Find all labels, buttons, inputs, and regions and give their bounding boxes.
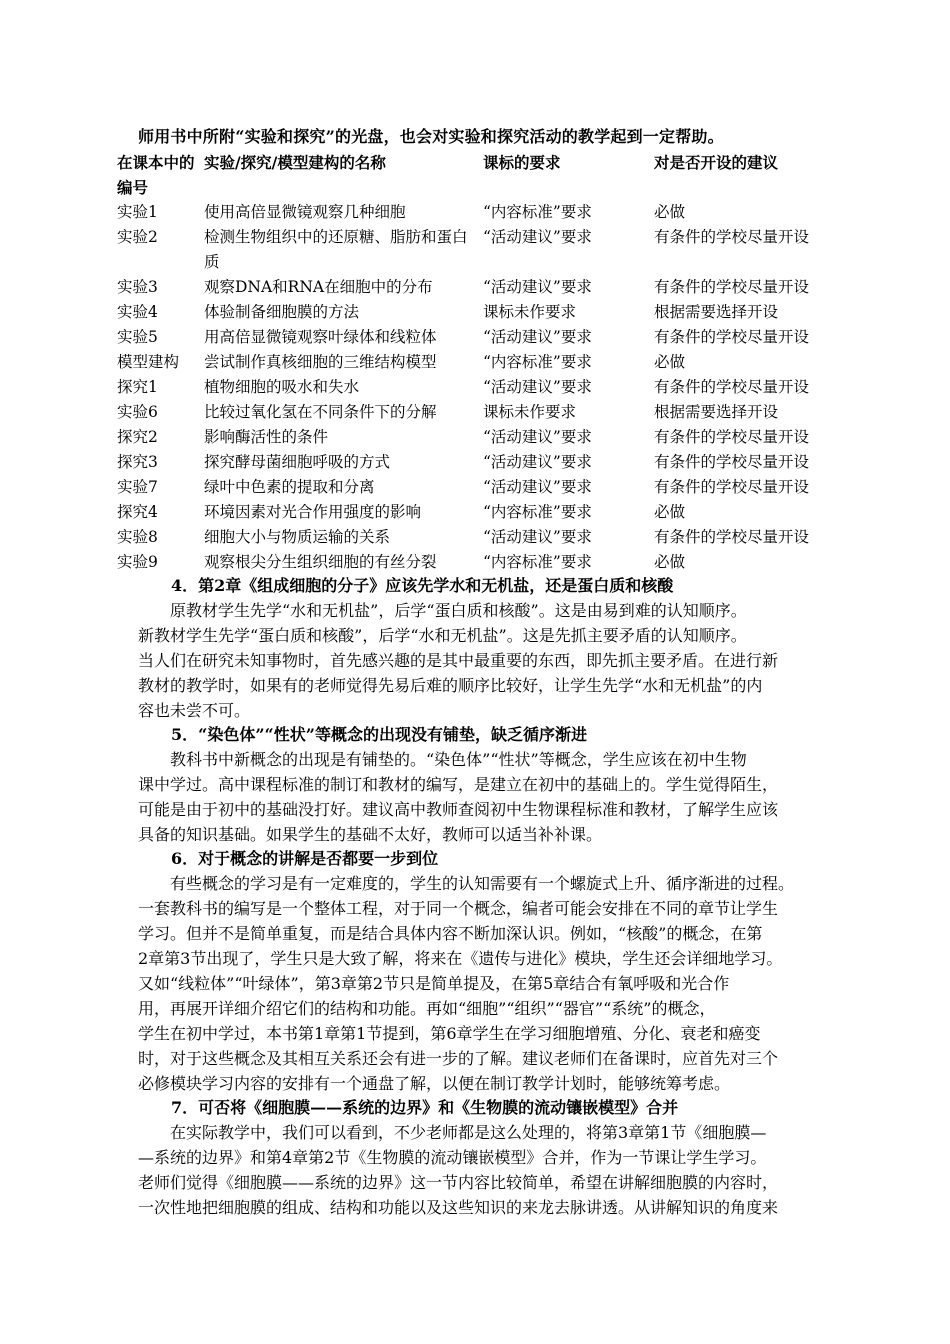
paragraph-line: 当人们在研究未知事物时，首先感兴趣的是其中最重要的东西，即先抓主要矛盾。在进行新	[138, 651, 779, 670]
table-cell: “活动建议”要求	[483, 453, 592, 471]
intro-paragraph: 师用书中所附“实验和探究”的光盘，也会对实验和探究活动的教学起到一定帮助。	[138, 127, 724, 146]
paragraph-line: 学生在初中学过，本书第1章第1节提到，第6章学生在学习细胞增殖、分化、衰老和癌变	[138, 1024, 761, 1043]
section-paragraph	[138, 871, 828, 1096]
table-cell: 探究3	[117, 453, 158, 471]
table-cell: 探究2	[117, 428, 158, 446]
paragraph-line: 容也未尝不可。	[138, 701, 251, 720]
paragraph-line: 有些概念的学习是有一定难度的，学生的认知需要有一个螺旋式上升、循序渐进的过程。	[170, 874, 795, 893]
table-cell: 根据需要选择开设	[654, 303, 779, 321]
table-cell: 有条件的学校尽量开设	[654, 478, 810, 496]
table-cell: “活动建议”要求	[483, 328, 592, 346]
table-cell: “内容标准”要求	[483, 503, 592, 521]
paragraph-line: 老师们觉得《细胞膜——系统的边界》这一节内容比较简单，希望在讲解细胞膜的内容时，	[138, 1173, 779, 1192]
table-header-cell: 对是否开设的建议	[654, 153, 779, 172]
table-cell: 必做	[654, 203, 686, 221]
table-cell: “内容标准”要求	[483, 203, 592, 221]
section-title: 5．“染色体”“性状”等概念的出现没有铺垫，缺乏循序渐进	[171, 725, 587, 744]
table-row	[117, 200, 837, 225]
paragraph-line: 又如“线粒体”“叶绿体”，第3章第2节只是简单提及，在第5章结合有氧呼吸和光合作	[138, 974, 730, 993]
table-cell: 有条件的学校尽量开设	[654, 328, 810, 346]
paragraph-line: —系统的边界》和第4章第2节《生物膜的流动镶嵌模型》合并，作为一节课让学生学习。	[138, 1148, 767, 1167]
table-cell: 细胞大小与物质运输的关系	[204, 528, 391, 546]
table-cell: “内容标准”要求	[483, 353, 592, 371]
table-cell: 实验5	[117, 328, 158, 346]
section-title: 4．第2章《组成细胞的分子》应该先学水和无机盐，还是蛋白质和核酸	[171, 576, 674, 595]
table-cell: 用高倍显微镜观察叶绿体和线粒体	[204, 328, 437, 346]
paragraph-line: 新教材学生先学“蛋白质和核酸”，后学“水和无机盐”。这是先抓主要矛盾的认知顺序。	[138, 626, 747, 645]
table-cell: 实验1	[117, 203, 158, 221]
table-cell: 根据需要选择开设	[654, 403, 779, 421]
table-cell: 实验3	[117, 278, 158, 296]
table-cell: “活动建议”要求	[483, 228, 592, 246]
paragraph-line: 在实际教学中，我们可以看到，不少老师都是这么处理的，将第3章第1节《细胞膜—	[170, 1123, 767, 1142]
paragraph-line: 原教材学生先学“水和无机盐”，后学“蛋白质和核酸”。这是由易到难的认知顺序。	[170, 601, 747, 620]
table-cell: 课标未作要求	[483, 303, 577, 321]
table-row	[117, 300, 837, 325]
table-cell: “活动建议”要求	[483, 378, 592, 396]
table-cell: 实验9	[117, 553, 158, 571]
table-cell: 影响酶活性的条件	[204, 428, 329, 446]
table-cell: 探究1	[117, 378, 158, 396]
table-cell: 必做	[654, 503, 686, 521]
table-cell: 实验2	[117, 228, 158, 246]
paragraph-line: 一套教科书的编写是一个整体工程，对于同一个概念，编者可能会安排在不同的章节让学生	[138, 899, 779, 918]
experiment-table	[117, 150, 837, 575]
table-row	[117, 500, 837, 525]
table-cell: 有条件的学校尽量开设	[654, 528, 810, 546]
table-row	[117, 325, 837, 350]
table-header-cell: 实验/探究/模型建构的名称	[204, 153, 386, 172]
paragraph-line: 用，再展开详细介绍它们的结构和功能。再如“细胞”“组织”“器官”“系统”的概念，	[138, 999, 716, 1018]
table-row	[117, 425, 837, 450]
table-cell: 探究酵母菌细胞呼吸的方式	[204, 453, 391, 471]
paragraph-line: 2章第3节出现了，学生只是大致了解，将来在《遗传与进化》模块，学生还会详细地学习。	[138, 949, 783, 968]
section-paragraph	[138, 1120, 828, 1220]
paragraph-line: 可能是由于初中的基础没打好。建议高中教师查阅初中生物课程标准和教材，了解学生应该	[138, 800, 779, 819]
table-cell: 实验4	[117, 303, 158, 321]
table-cell: 模型建构	[117, 353, 180, 371]
paragraph-line: 时，对于这些概念及其相互关系还会有进一步的了解。建议老师们在备课时，应首先对三个	[138, 1049, 779, 1068]
table-cell: “活动建议”要求	[483, 528, 592, 546]
table-row	[117, 275, 837, 300]
table-cell: “内容标准”要求	[483, 553, 592, 571]
table-header-row	[117, 150, 837, 200]
table-cell: 使用高倍显微镜观察几种细胞	[204, 203, 406, 221]
table-row	[117, 525, 837, 550]
paragraph-line: 教材的教学时，如果有的老师觉得先易后难的顺序比较好，让学生先学“水和无机盐”的内	[138, 676, 763, 695]
table-cell: 探究4	[117, 503, 158, 521]
table-cell: 有条件的学校尽量开设	[654, 428, 810, 446]
table-header-cell: 课标的要求	[483, 153, 561, 172]
table-cell: 有条件的学校尽量开设	[654, 278, 810, 296]
table-cell: 实验8	[117, 528, 158, 546]
table-row	[117, 400, 837, 425]
paragraph-line: 具备的知识基础。如果学生的基础不太好，教师可以适当补补课。	[138, 825, 603, 844]
table-cell: 观察DNA和RNA在细胞中的分布	[204, 278, 433, 296]
table-body	[117, 200, 837, 575]
table-row	[117, 225, 837, 275]
table-row	[117, 475, 837, 500]
table-cell: 有条件的学校尽量开设	[654, 378, 810, 396]
table-row	[117, 350, 837, 375]
table-cell: 必做	[654, 553, 686, 571]
table-cell: 环境因素对光合作用强度的影响	[204, 503, 422, 521]
table-cell: 检测生物组织中的还原糖、脂肪和蛋白质	[204, 228, 468, 271]
table-cell: 必做	[654, 353, 686, 371]
table-cell: 实验6	[117, 403, 158, 421]
table-cell: “活动建议”要求	[483, 278, 592, 296]
table-cell: 体验制备细胞膜的方法	[204, 303, 360, 321]
section-paragraph	[138, 747, 828, 847]
paragraph-line: 一次性地把细胞膜的组成、结构和功能以及这些知识的来龙去脉讲透。从讲解知识的角度来	[138, 1198, 779, 1217]
section-paragraph	[138, 598, 828, 723]
paragraph-line: 教科书中新概念的出现是有铺垫的。“染色体”“性状”等概念，学生应该在初中生物	[170, 750, 747, 769]
table-cell: “活动建议”要求	[483, 478, 592, 496]
table-cell: 实验7	[117, 478, 158, 496]
table-cell: 课标未作要求	[483, 403, 577, 421]
table-cell: 有条件的学校尽量开设	[654, 228, 810, 246]
table-cell: 有条件的学校尽量开设	[654, 453, 810, 471]
paragraph-line: 学习。但并不是简单重复，而是结合具体内容不断加深认识。例如，“核酸”的概念，在第	[138, 924, 763, 943]
table-cell: 观察根尖分生组织细胞的有丝分裂	[204, 553, 437, 571]
table-cell: 植物细胞的吸水和失水	[204, 378, 360, 396]
table-row	[117, 550, 837, 575]
table-row	[117, 375, 837, 400]
table-cell: 绿叶中色素的提取和分离	[204, 478, 375, 496]
table-cell: “活动建议”要求	[483, 428, 592, 446]
section-title: 7．可否将《细胞膜——系统的边界》和《生物膜的流动镶嵌模型》合并	[171, 1098, 679, 1117]
section-title: 6．对于概念的讲解是否都要一步到位	[171, 849, 439, 868]
paragraph-line: 必修模块学习内容的安排有一个通盘了解，以便在制订教学计划时，能够统筹考虑。	[138, 1074, 731, 1093]
table-cell: 比较过氧化氢在不同条件下的分解	[204, 403, 437, 421]
table-cell: 尝试制作真核细胞的三维结构模型	[204, 353, 437, 371]
paragraph-line: 课中学过。高中课程标准的制订和教材的编写，是建立在初中的基础上的。学生觉得陌生，	[138, 775, 779, 794]
table-row	[117, 450, 837, 475]
table-header-cell: 在课本中的编号	[117, 153, 195, 197]
